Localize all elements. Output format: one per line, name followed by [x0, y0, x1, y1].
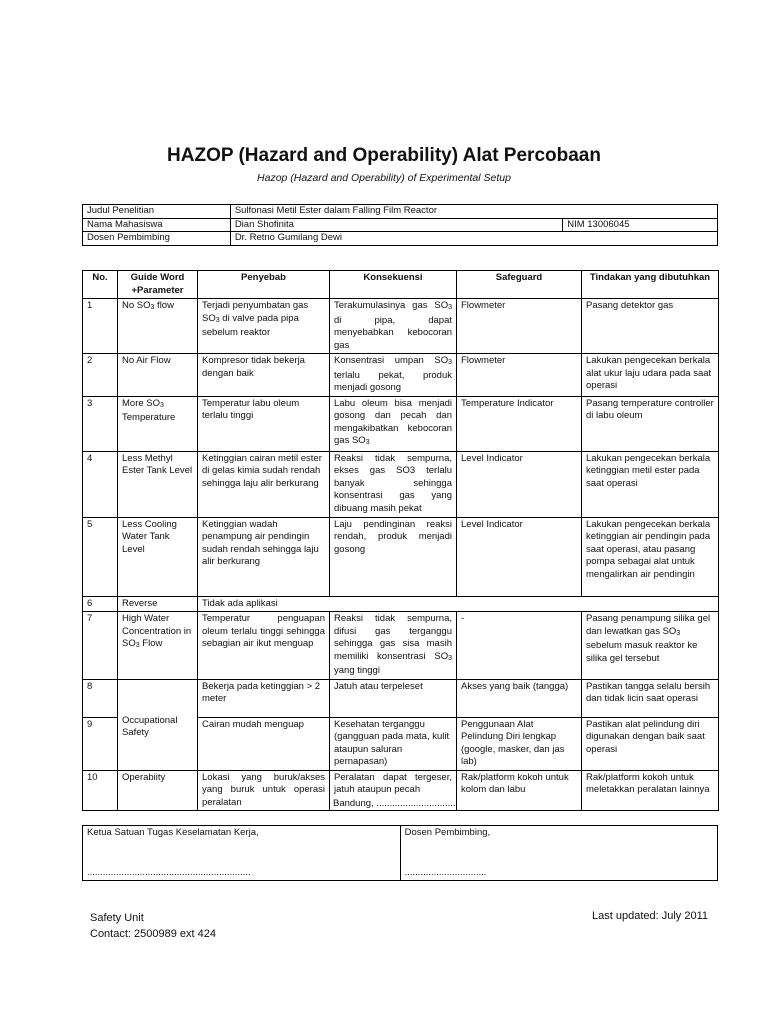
row-action: Pasang temperature controller di labu oleum [582, 396, 719, 451]
row-safeguard: Flowmeter [457, 354, 582, 397]
row-safeguard: Temperature Indicator [457, 396, 582, 451]
hazop-table [82, 270, 719, 811]
row-cause: Ketinggian cairan metil ester di gelas kimia sudah rendah sehingga laju alir berkurang [198, 451, 330, 517]
row-consequence: Terakumulasinya gas $SO_3$ di pipa, dapat menyebabkan kebocoran gas [330, 299, 457, 354]
row-action: Pasang detektor gas [582, 299, 719, 354]
table-header-row [83, 271, 719, 299]
nama-value: Dian Shofinita [230, 218, 562, 232]
info-table [82, 204, 718, 246]
table-row [83, 517, 719, 596]
signature-left [83, 826, 401, 881]
footer-left [90, 910, 216, 942]
row-consequence: Kesehatan terganggu (gangguan pada mata, kulit ataupun saluran pernapasan) [330, 717, 457, 770]
judul-label: Judul Penelitian [83, 205, 231, 219]
row-cause: Kompresor tidak bekerja dengan baik [198, 354, 330, 397]
row-no: 4 [83, 451, 118, 517]
row-action: Lakukan pengecekan berkala ketinggian metil ester pada saat operasi [582, 451, 719, 517]
row-cause: Cairan mudah menguap [198, 717, 330, 770]
row-guide: No $SO_3$ flow [118, 299, 198, 354]
table-row [83, 396, 719, 451]
dosen-value: Dr. Retno Gumilang Dewi [230, 232, 717, 246]
header-konsekuensi: Konsekuensi [330, 271, 457, 299]
row-guide: Less Cooling Water Tank Level [118, 517, 198, 596]
row-no: 3 [83, 396, 118, 451]
table-row [83, 596, 719, 612]
row-consequence: Labu oleum bisa menjadi gosong dan pecah dan mengakibatkan kebocoran gas $SO_3$ [330, 396, 457, 451]
nim-value: NIM 13006045 [563, 218, 718, 232]
row-consequence: Peralatan dapat tergeser, jatuh ataupun pecah [330, 770, 457, 811]
row-no: 8 [83, 679, 118, 717]
row-guide: High Water Concentration in $SO_3$ Flow [118, 612, 198, 680]
row-action: Lakukan pengecekan berkala alat ukur laju udara pada saat operasi [582, 354, 719, 397]
row-cause: Ketinggian wadah penampung air pendingin sudah rendah sehingga laju alir berkurang [198, 517, 330, 596]
dosen-label: Dosen Pembimbing [83, 232, 231, 246]
row-cause: Temperatur penguapan oleum terlalu tinggi sehingga sebagian air ikut menguap [198, 612, 330, 680]
table-row [83, 354, 719, 397]
row-guide: Occupational Safety [118, 679, 198, 770]
header-safeguard: Safeguard [457, 271, 582, 299]
row-consequence: Jatuh atau terpeleset [330, 679, 457, 717]
row-consequence: Reaksi tidak sempurna, difusi gas terganggu sehingga gas sisa masih memiliki konsentrasi $SO_3$ yang tinggi [330, 612, 457, 680]
row-action: Lakukan pengecekan berkala ketinggian air pendingin pada saat operasi, atau pasang pompa sebagai alat untuk mengalirkan air pendingin [582, 517, 719, 596]
row-safeguard: Penggunaan Alat Pelindung Diri lengkap (google, masker, dan jas lab) [457, 717, 582, 770]
row-consequence: Reaksi tidak sempurna, ekses gas SO3 terlalu banyak sehingga konsentrasi gas yang dibuang masih pekat [330, 451, 457, 517]
row-no: 9 [83, 717, 118, 770]
row-cause: Bekerja pada ketinggian > 2 meter [198, 679, 330, 717]
row-action: Rak/platform kokoh untuk meletakkan peralatan lainnya [582, 770, 719, 811]
table-row [83, 299, 719, 354]
place-date-line: Bandung, .............................. [333, 798, 456, 809]
row-no: 5 [83, 517, 118, 596]
signature-right-label: Dosen Pembimbing, [404, 827, 491, 838]
signature-left-dots: .............................................................. [87, 866, 251, 878]
signature-table [82, 825, 718, 881]
row-cause: Terjadi penyumbatan gas $SO_3$ di valve pada pipa sebelum reaktor [198, 299, 330, 354]
row-safeguard: Akses yang baik (tangga) [457, 679, 582, 717]
row-no: 7 [83, 612, 118, 680]
header-guide-word: Guide Word +Parameter [118, 271, 198, 299]
row-no: 1 [83, 299, 118, 354]
document-title: HAZOP (Hazard and Operability) Alat Percobaan [167, 145, 601, 166]
footer-contact: Contact: 2500989 ext 424 [90, 928, 216, 940]
table-row [83, 612, 719, 680]
header-tindakan: Tindakan yang dibutuhkan [582, 271, 719, 299]
row-action: Pasang penampung silika gel dan lewatkan gas $SO_3$ sebelum masuk reaktor ke silika gel tersebut [582, 612, 719, 680]
footer-updated: Last updated: July 2011 [592, 910, 708, 922]
row-consequence: Konsentrasi umpan $SO_3$ terlalu pekat, produk menjadi gosong [330, 354, 457, 397]
row-consequence: Laju pendinginan reaksi rendah, produk menjadi gosong [330, 517, 457, 596]
row-safeguard: Level Indicator [457, 517, 582, 596]
row-guide: Reverse [118, 596, 198, 612]
document-subtitle: Hazop (Hazard and Operability) of Experimental Setup [257, 172, 511, 184]
row-action: Pastikan tangga selalu bersih dan tidak licin saat operasi [582, 679, 719, 717]
signature-left-label: Ketua Satuan Tugas Keselamatan Kerja, [87, 827, 259, 838]
row-guide: No Air Flow [118, 354, 198, 397]
signature-right [400, 826, 717, 881]
table-row [83, 679, 719, 717]
row-safeguard: - [457, 612, 582, 680]
row-guide: Operabiity [118, 770, 198, 811]
row-guide: More $SO_3$ Temperature [118, 396, 198, 451]
row-cause: Temperatur labu oleum terlalu tinggi [198, 396, 330, 451]
row-cause: Tidak ada aplikasi [198, 596, 719, 612]
row-no: 2 [83, 354, 118, 397]
row-safeguard: Flowmeter [457, 299, 582, 354]
row-guide: Less Methyl Ester Tank Level [118, 451, 198, 517]
footer-unit: Safety Unit [90, 912, 144, 924]
header-no: No. [83, 271, 118, 299]
row-safeguard: Level Indicator [457, 451, 582, 517]
table-row [83, 451, 719, 517]
row-no: 10 [83, 770, 118, 811]
row-no: 6 [83, 596, 118, 612]
nama-label: Nama Mahasiswa [83, 218, 231, 232]
row-cause: Lokasi yang buruk/akses yang buruk untuk operasi peralatan [198, 770, 330, 811]
row-action: Pastikan alat pelindung diri digunakan dengan baik saat operasi [582, 717, 719, 770]
signature-right-dots: ............................... [404, 866, 487, 878]
row-safeguard: Rak/platform kokoh untuk kolom dan labu [457, 770, 582, 811]
header-penyebab: Penyebab [198, 271, 330, 299]
judul-value: Sulfonasi Metil Ester dalam Falling Film Reactor [230, 205, 717, 219]
